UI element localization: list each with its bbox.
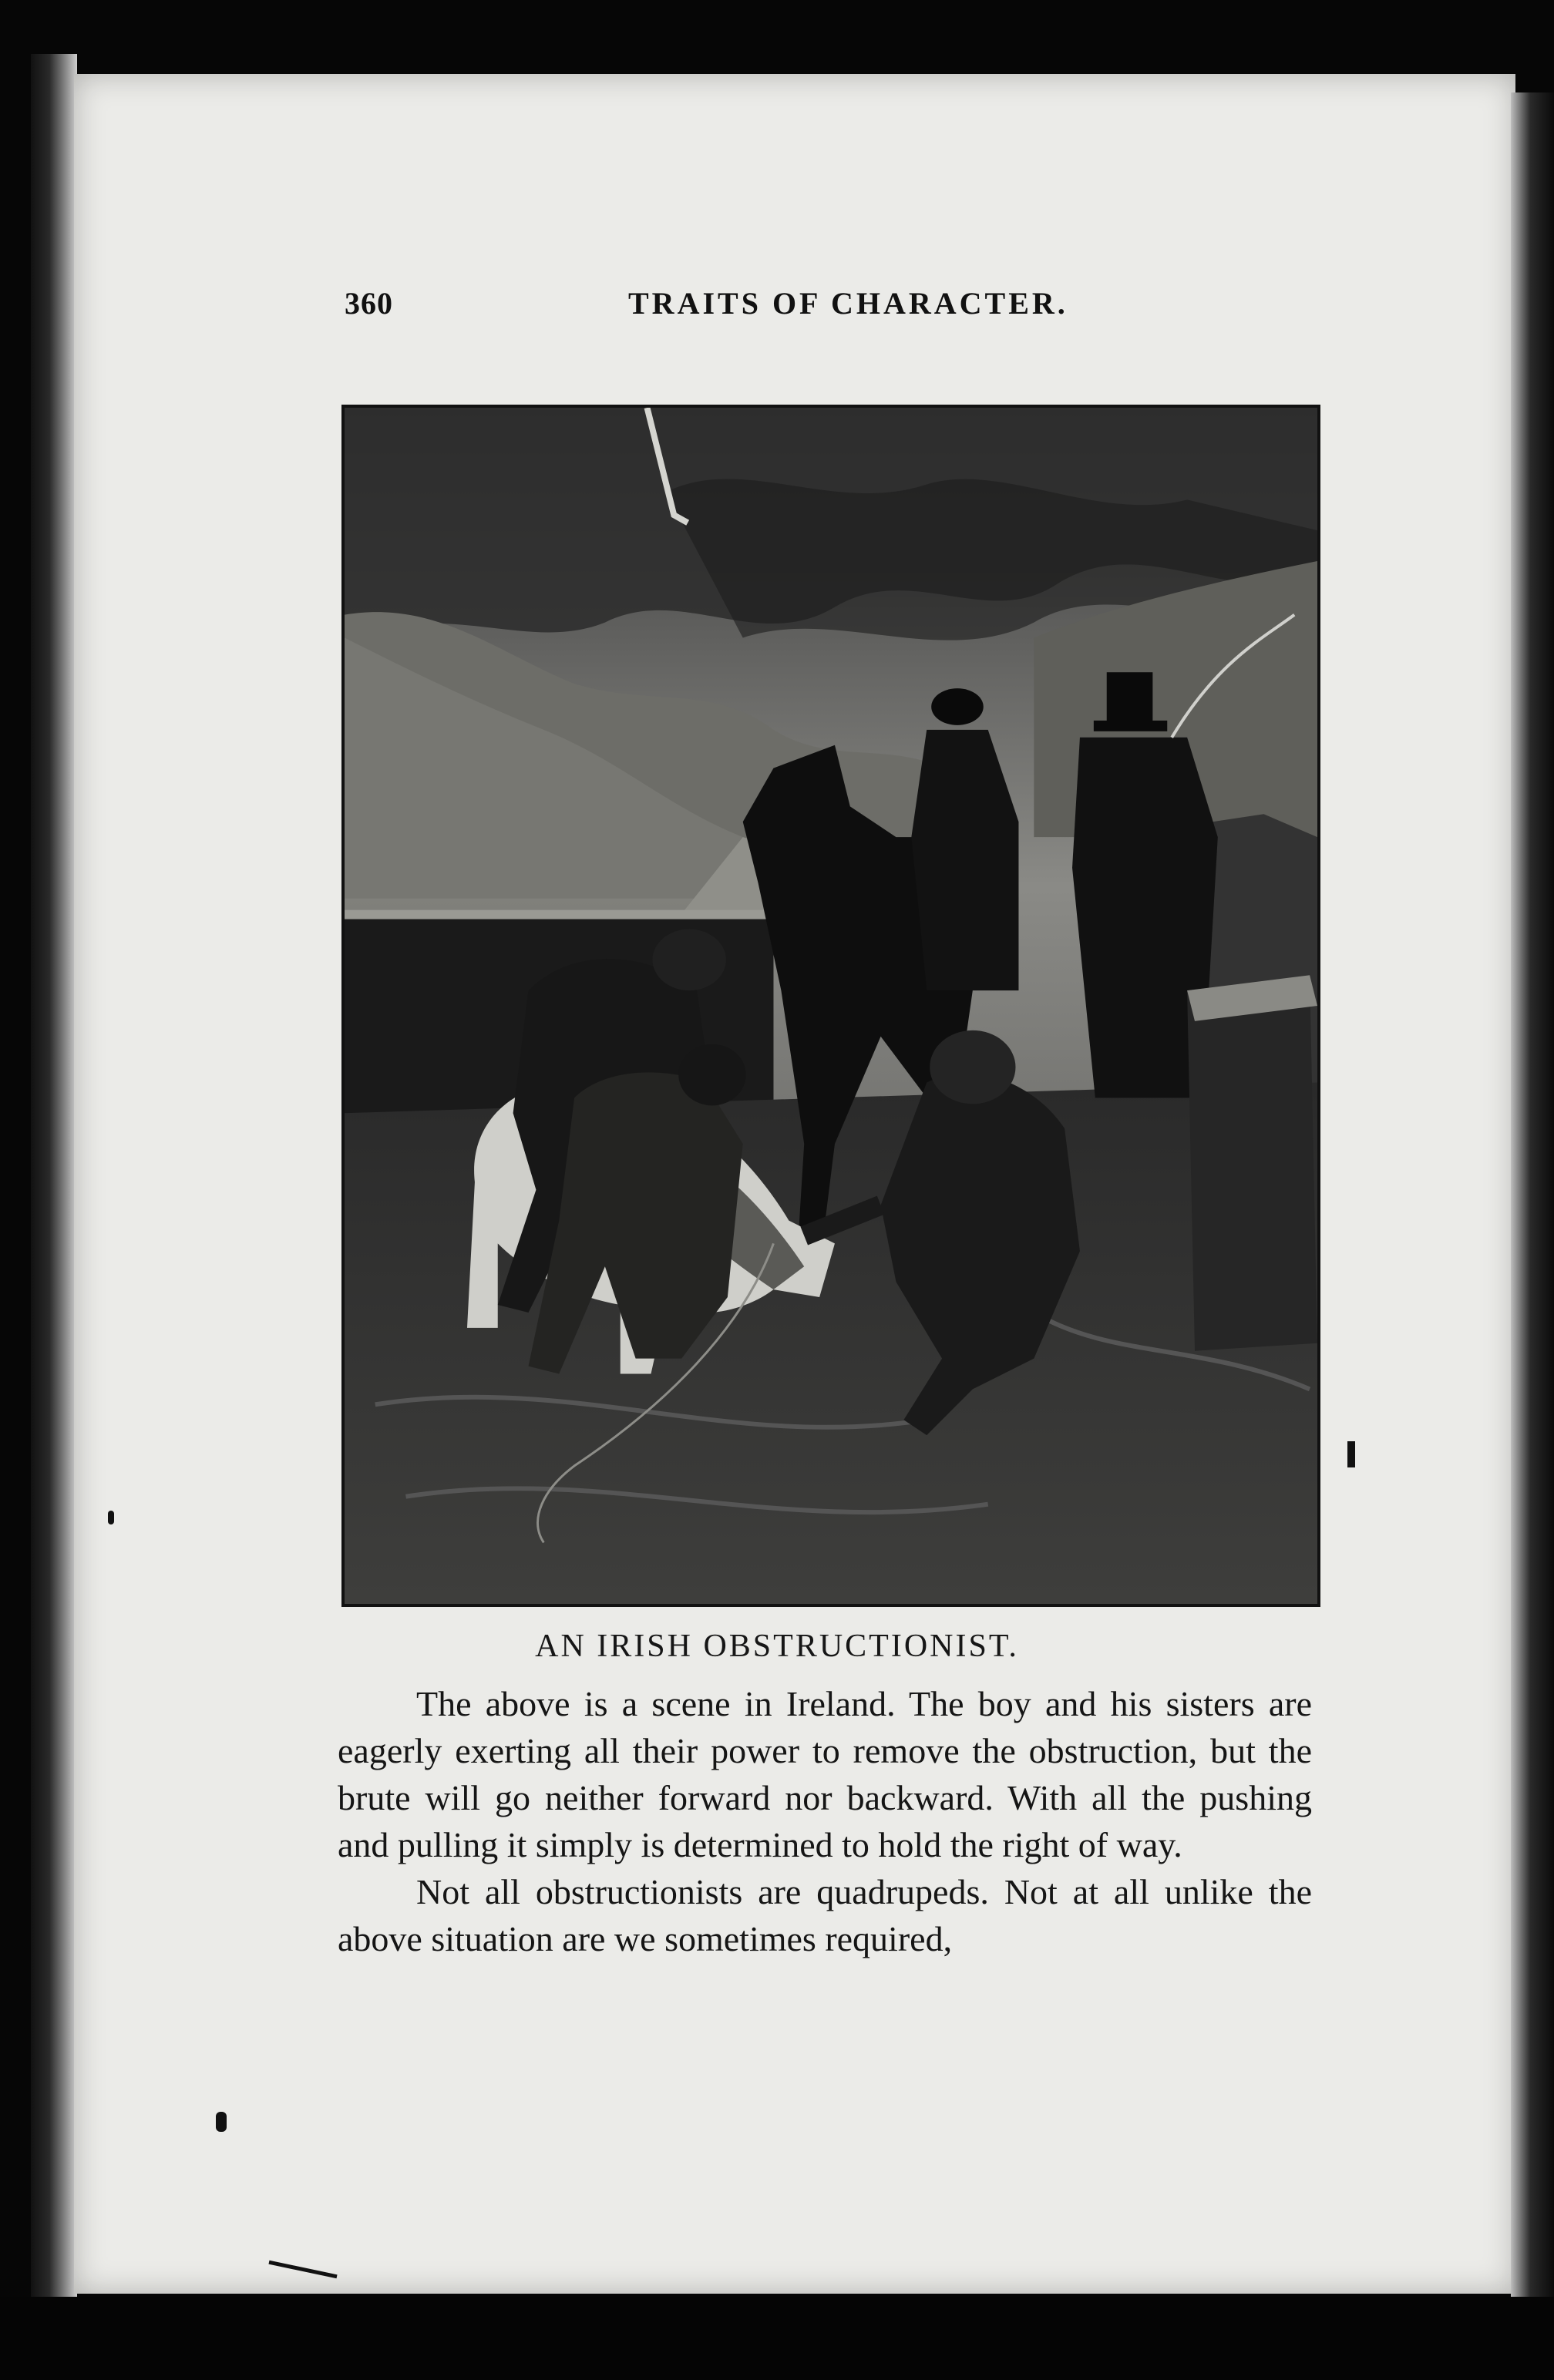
body-text — [338, 1680, 1312, 1962]
body-paragraph: The above is a scene in Ireland. The boy and his sisters are eagerly exerting all their power to remove the obstruction, but the brute will go neither forward nor backward. With all the pushing and pulling it simply is determined to hold the right of way. — [338, 1684, 1312, 1864]
ink-speck — [1347, 1441, 1355, 1467]
running-title: TRAITS OF CHARACTER. — [628, 286, 1068, 321]
page-number: 360 — [345, 286, 393, 321]
figure-caption: AN IRISH OBSTRUCTIONIST. — [535, 1629, 1019, 1664]
engraving-scene — [345, 408, 1317, 1604]
body-paragraph: Not all obstructionists are quadrupeds. Not at all unlike the above situation are we sometimes required, — [338, 1872, 1312, 1958]
ink-speck — [108, 1511, 114, 1524]
running-head — [0, 285, 1554, 331]
page-edge — [1511, 92, 1554, 2297]
scan-bottom-band — [0, 2297, 1554, 2380]
book-binding — [31, 54, 77, 2297]
ink-speck — [216, 2112, 227, 2132]
engraving-illustration — [341, 405, 1320, 1607]
